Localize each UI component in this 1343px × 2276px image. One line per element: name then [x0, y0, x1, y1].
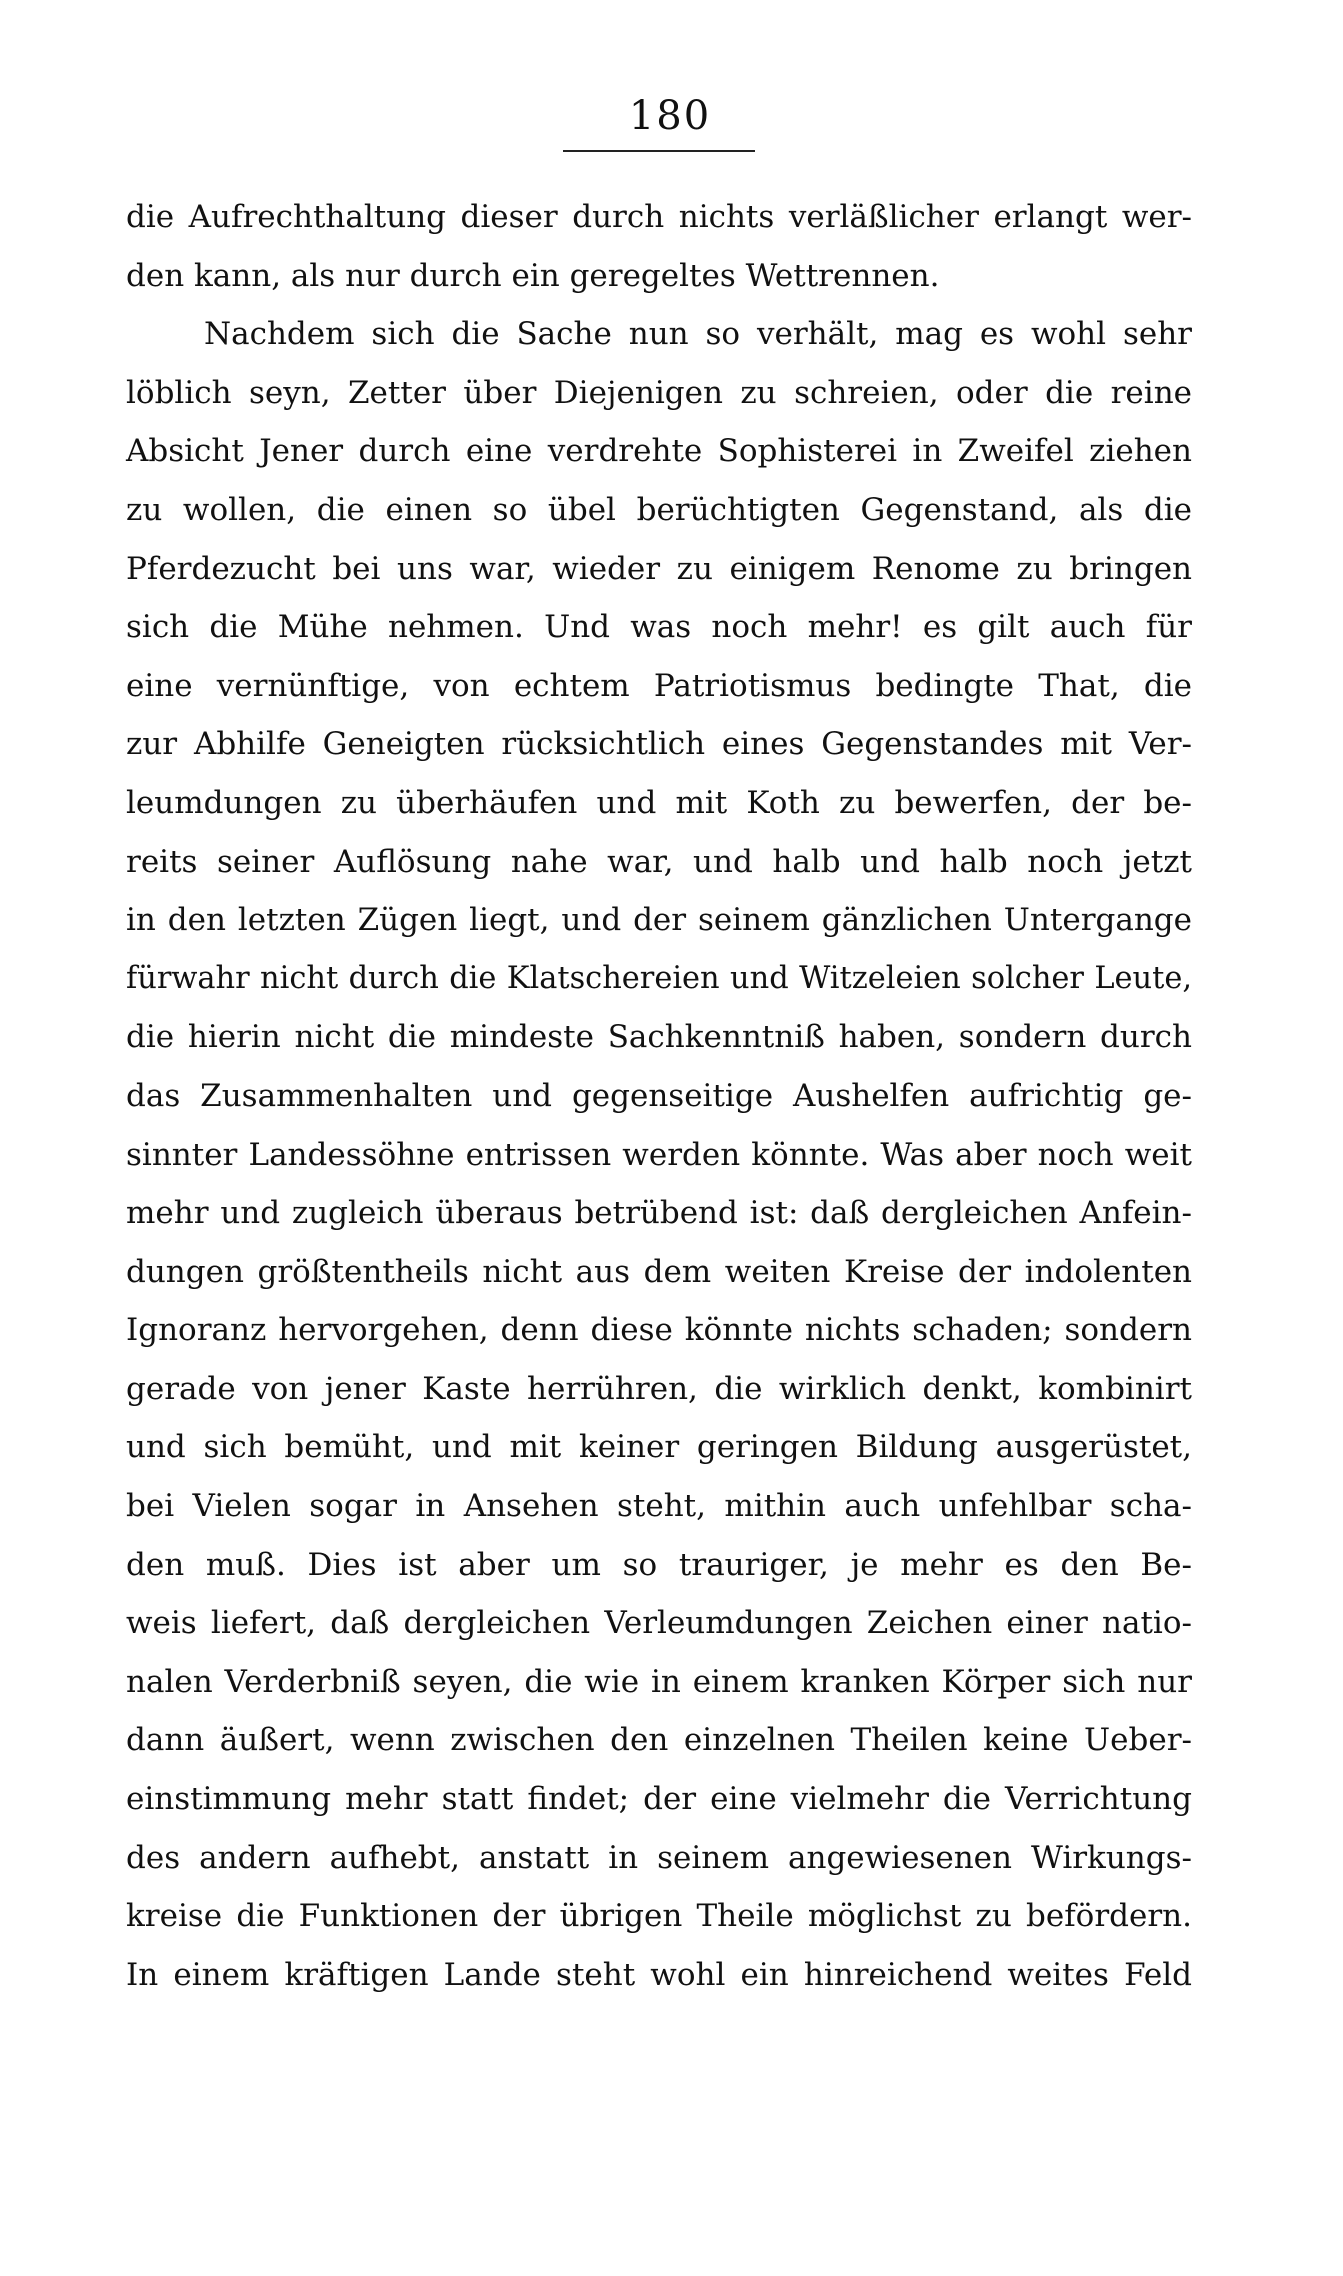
text-line: löblich seyn, Zetter über Diejenigen zu schreien, oder die reine: [126, 374, 1192, 411]
body-text: [126, 188, 1192, 2004]
text-line: mehr und zugleich überaus betrübend ist: daß dergleichen Anfein-: [126, 1195, 1192, 1232]
text-line: weis liefert, daß dergleichen Verleumdungen Zeichen einer natio-: [126, 1605, 1192, 1642]
text-line: Pferdezucht bei uns war, wieder zu einigem Renome zu bringen: [126, 550, 1192, 587]
text-line: Absicht Jener durch eine verdrehte Sophisterei in Zweifel ziehen: [126, 433, 1192, 470]
text-line: zu wollen, die einen so übel berüchtigten Gegenstand, als die: [126, 491, 1192, 528]
text-line: sinnter Landessöhne entrissen werden könnte. Was aber noch weit: [126, 1136, 1192, 1173]
text-line: einstimmung mehr statt findet; der eine vielmehr die Verrichtung: [126, 1781, 1192, 1818]
text-line: sich die Mühe nehmen. Und was noch mehr! es gilt auch für: [126, 609, 1192, 646]
text-line: bei Vielen sogar in Ansehen steht, mithin auch unfehlbar scha-: [126, 1488, 1192, 1525]
text-line: den muß. Dies ist aber um so trauriger, je mehr es den Be-: [126, 1546, 1192, 1583]
text-line: eine vernünftige, von echtem Patriotismus bedingte That, die: [126, 667, 1192, 704]
text-line: gerade von jener Kaste herrühren, die wirklich denkt, kombinirt: [126, 1370, 1192, 1407]
text-line: leumdungen zu überhäufen und mit Koth zu bewerfen, der be-: [126, 784, 1192, 821]
text-line: das Zusammenhalten und gegenseitige Aushelfen aufrichtig ge-: [126, 1077, 1192, 1114]
text-line: Nachdem sich die Sache nun so verhält, mag es wohl sehr: [204, 316, 1192, 353]
text-line: zur Abhilfe Geneigten rücksichtlich eines Gegenstandes mit Ver-: [126, 726, 1192, 763]
text-line: fürwahr nicht durch die Klatschereien und Witzeleien solcher Leute,: [126, 960, 1192, 996]
text-line: reits seiner Auflösung nahe war, und halb und halb noch jetzt: [126, 843, 1192, 880]
text-line: dungen größtentheils nicht aus dem weiten Kreise der indolenten: [126, 1253, 1192, 1290]
text-line: des andern aufhebt, anstatt in seinem angewiesenen Wirkungs-: [126, 1839, 1192, 1876]
header-rule: [563, 150, 755, 152]
text-line: In einem kräftigen Lande steht wohl ein hinreichend weites Feld: [126, 1956, 1192, 1993]
text-line: den kann, als nur durch ein geregeltes Wettrennen.: [126, 257, 940, 294]
text-line: Ignoranz hervorgehen, denn diese könnte nichts schaden; sondern: [126, 1312, 1192, 1349]
page-number: 180: [628, 93, 712, 139]
text-line: kreise die Funktionen der übrigen Theile möglichst zu befördern.: [126, 1898, 1192, 1935]
text-line: dann äußert, wenn zwischen den einzelnen Theilen keine Ueber-: [126, 1722, 1192, 1759]
text-line: in den letzten Zügen liegt, und der seinem gänzlichen Untergange: [126, 902, 1192, 939]
text-line: nalen Verderbniß seyen, die wie in einem kranken Körper sich nur: [126, 1663, 1192, 1700]
text-line: und sich bemüht, und mit keiner geringen Bildung ausgerüstet,: [126, 1429, 1192, 1466]
text-line: die hierin nicht die mindeste Sachkenntniß haben, sondern durch: [126, 1019, 1192, 1056]
text-line: die Aufrechthaltung dieser durch nichts verläßlicher erlangt wer-: [126, 199, 1192, 235]
